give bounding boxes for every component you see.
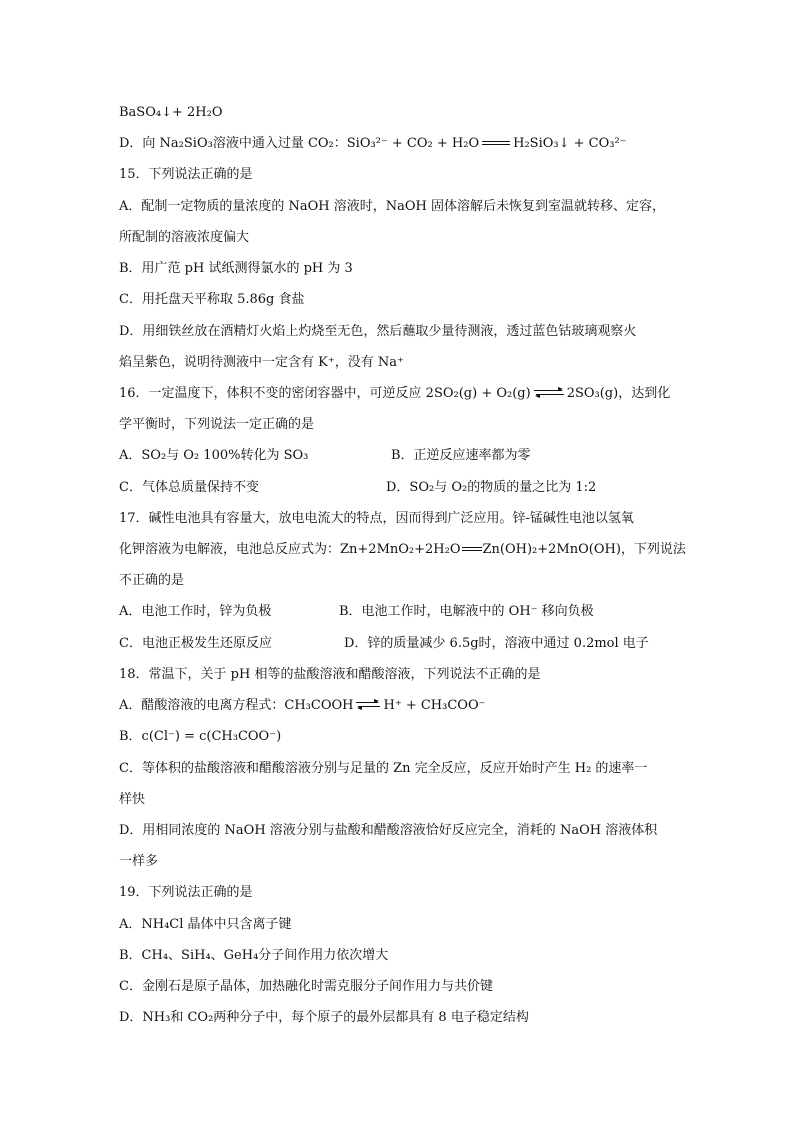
q17-option-b: B．电池工作时，电解液中的 OH⁻ 移向负极 [339, 604, 594, 619]
q19-option-b: B．CH₄、SiH₄、GeH₄分子间作用力依次增大 [119, 948, 389, 963]
q19-option-c: C．金刚石是原子晶体，加热融化时需克服分子间作用力与共价键 [119, 979, 493, 994]
q14-option-d: D．向 Na₂SiO₃溶液中通入过量 CO₂：SiO₃²⁻ + CO₂ + H₂O H₂SiO₃↓ + CO₃²⁻ [119, 136, 627, 151]
q18-option-a: A．醋酸溶液的电离方程式：CH₃COOH H⁺ + CH₃COO⁻ [119, 698, 486, 713]
q14-equation-tail: BaSO₄↓+ 2H₂O [119, 105, 223, 120]
q15-stem: 15．下列说法正确的是 [119, 167, 253, 182]
q17-stem-cont2: 不正确的是 [119, 573, 185, 588]
q17-option-a: A．电池工作时，锌为负极 [119, 604, 272, 619]
q17-stem-cont: 化钾溶液为电解液，电池总反应式为：Zn+2MnO₂+2H₂O Zn(OH)₂+2MnO(OH)，下列说法 [119, 542, 686, 557]
q18-option-c-cont: 样快 [119, 792, 146, 807]
q16-option-c: C．气体总质量保持不变 [119, 480, 259, 495]
q18-option-d: D．用相同浓度的 NaOH 溶液分别与盐酸和醋酸溶液恰好反应完全，消耗的 NaOH 溶液体积 [119, 823, 658, 838]
q16-stem: 16．一定温度下，体积不变的密闭容器中，可逆反应 2SO₂(g) + O₂(g) 2SO₃(g)，达到化 [119, 386, 671, 401]
reversible-arrow-icon [534, 389, 564, 398]
q17-option-c: C．电池正极发生还原反应 [119, 636, 272, 651]
q15-option-d: D．用细铁丝放在酒精灯火焰上灼烧至无色，然后蘸取少量待测液，透过蓝色钴玻璃观察火 [119, 324, 637, 339]
q15-option-b: B．用广范 pH 试纸测得氯水的 pH 为 3 [119, 261, 353, 276]
q16-option-b: B．正逆反应速率都为零 [391, 448, 531, 463]
q18-option-b: B．c(Cl⁻) = c(CH₃COO⁻) [119, 729, 282, 744]
q17-stem: 17．碱性电池具有容量大，放电电流大的特点，因而得到广泛应用。锌-锰碱性电池以氢氧 [119, 511, 634, 526]
q18-option-c: C．等体积的盐酸溶液和醋酸溶液分别与足量的 Zn 完全反应，反应开始时产生 H₂ 的速率一 [119, 761, 648, 776]
q16-option-d: D．SO₂与 O₂的物质的量之比为 1:2 [386, 480, 597, 495]
q15-option-a: A．配制一定物质的量浓度的 NaOH 溶液时，NaOH 固体溶解后未恢复到室温就转移、定容， [119, 199, 666, 214]
q17-option-d: D．锌的质量减少 6.5g时，溶液中通过 0.2mol 电子 [344, 636, 649, 651]
q18-option-d-cont: 一样多 [119, 854, 159, 869]
q18-stem: 18．常温下，关于 pH 相等的盐酸溶液和醋酸溶液，下列说法不正确的是 [119, 667, 541, 682]
q15-option-d-cont: 焰呈紫色，说明待测液中一定含有 K⁺，没有 Na⁺ [119, 355, 404, 370]
q19-stem: 19．下列说法正确的是 [119, 885, 253, 900]
equals-sign-icon [482, 140, 510, 148]
q15-option-c: C．用托盘天平称取 5.86g 食盐 [119, 292, 305, 307]
q15-option-a-cont: 所配制的溶液浓度偏大 [119, 230, 250, 245]
q16-option-a: A．SO₂与 O₂ 100%转化为 SO₃ [119, 448, 309, 463]
q19-option-d: D．NH₃和 CO₂两种分子中，每个原子的最外层都具有 8 电子稳定结构 [119, 1010, 529, 1025]
equals-sign-icon [462, 546, 482, 554]
reversible-arrow-icon [356, 701, 380, 710]
q16-stem-cont: 学平衡时，下列说法一定正确的是 [119, 417, 315, 432]
q19-option-a: A．NH₄Cl 晶体中只含离子键 [119, 917, 292, 932]
